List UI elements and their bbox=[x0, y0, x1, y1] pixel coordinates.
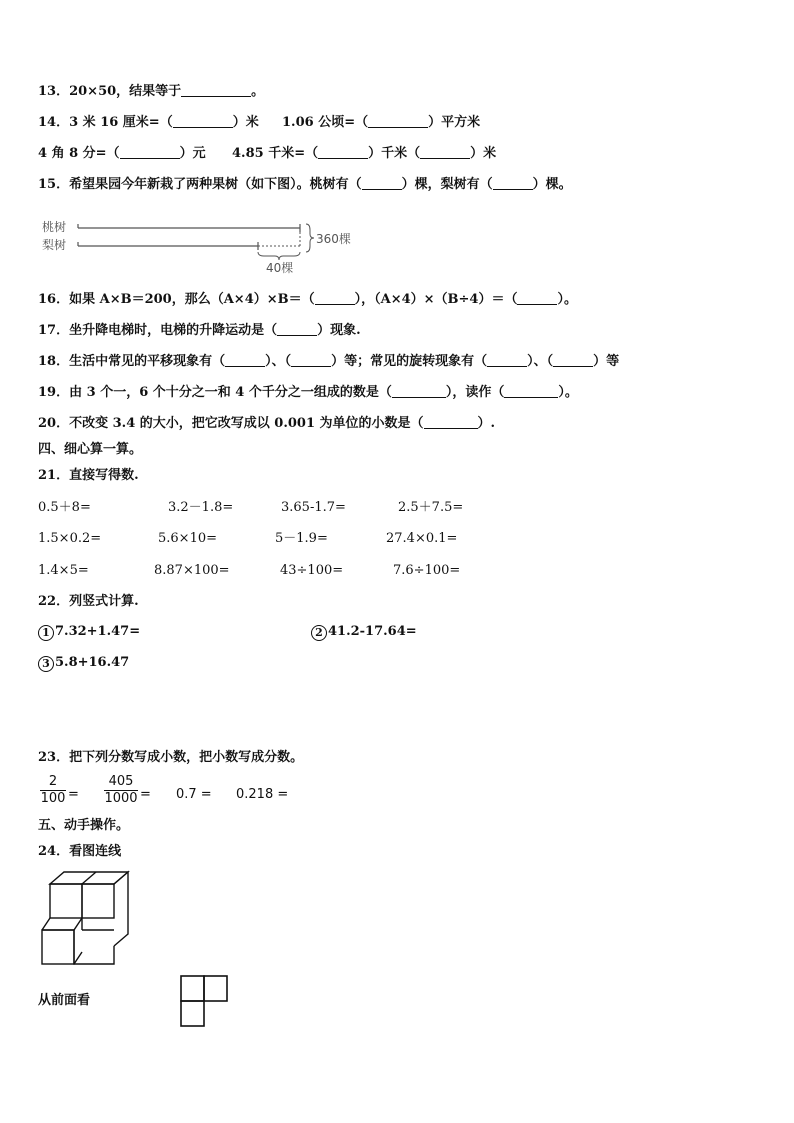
q18-text-b: ）、（ bbox=[265, 354, 292, 369]
q16-blank-1[interactable] bbox=[315, 304, 355, 305]
q21-cell[interactable]: 43÷100= bbox=[280, 563, 344, 578]
q13-end: 。 bbox=[251, 84, 265, 99]
q22-title: 22．列竖式计算. bbox=[38, 594, 139, 609]
q23-decimal-1[interactable]: 0.7 = bbox=[176, 787, 212, 802]
q15-text-b: ）棵，梨树有（ bbox=[401, 177, 493, 192]
front-view-label-row bbox=[38, 992, 90, 1010]
q13-blank[interactable] bbox=[181, 96, 251, 97]
q22-item-3[interactable] bbox=[38, 654, 129, 672]
q19-text-b: ），读作（ bbox=[445, 385, 505, 400]
question-19 bbox=[38, 384, 578, 402]
q20-text-b: ）. bbox=[477, 416, 496, 431]
front-view-label: 从前面看 bbox=[38, 993, 91, 1008]
q21-cell[interactable]: 0.5＋8= bbox=[38, 500, 91, 515]
q19-text-a: 19．由 3 个一，6 个十分之一和 4 个千分之一组成的数是（ bbox=[38, 385, 392, 400]
total-label: 360棵 bbox=[316, 232, 351, 246]
q14-blank-5[interactable] bbox=[420, 158, 470, 159]
peach-label: 桃树 bbox=[42, 220, 67, 234]
q21-cell[interactable]: 1.5×0.2= bbox=[38, 531, 102, 546]
q23-decimal-2[interactable]: 0.218 = bbox=[236, 787, 289, 802]
q15-text-c: ）棵。 bbox=[532, 177, 572, 192]
q23-eq-1[interactable]: = bbox=[68, 787, 79, 802]
q18-text-a: 18．生活中常见的平移现象有（ bbox=[38, 354, 226, 369]
q22-expr-3: 5.8+16.47 bbox=[55, 655, 130, 670]
q18-blank-1[interactable] bbox=[225, 366, 265, 367]
q20-blank[interactable] bbox=[424, 428, 478, 429]
q20-text-a: 20．不改变 3.4 的大小，把它改写成以 0.001 为单位的小数是（ bbox=[38, 416, 424, 431]
cube-stack-figure bbox=[38, 868, 134, 970]
fraction-405-1000 bbox=[104, 774, 138, 807]
section-4-title: 四、细心算一算。 bbox=[38, 442, 143, 457]
q22-expr-1: 7.32+1.47= bbox=[55, 624, 141, 639]
question-14-line2-right bbox=[232, 145, 496, 163]
q14-text-c: 1.06 公顷=（ bbox=[282, 115, 369, 130]
q22-item-2[interactable] bbox=[311, 623, 417, 641]
question-15 bbox=[38, 176, 572, 194]
q14-text-a: 14．3 米 16 厘米=（ bbox=[38, 115, 173, 130]
question-14-line1-right bbox=[282, 114, 480, 132]
q17-blank[interactable] bbox=[277, 335, 317, 336]
q21-title: 21．直接写得数. bbox=[38, 468, 139, 483]
section-4-heading bbox=[38, 441, 142, 459]
q14-text-e: 4 角 8 分=（ bbox=[38, 146, 120, 161]
q23-eq-2[interactable]: = bbox=[140, 787, 151, 802]
q14-blank-1[interactable] bbox=[173, 127, 233, 128]
question-23-title bbox=[38, 749, 303, 767]
difference-brace bbox=[258, 252, 300, 260]
circled-number-2: 2 bbox=[311, 625, 327, 641]
section-5-heading bbox=[38, 817, 129, 835]
pear-label: 梨树 bbox=[42, 238, 67, 252]
q23-title: 23．把下列分数写成小数，把小数写成分数。 bbox=[38, 750, 304, 765]
question-13 bbox=[38, 83, 264, 101]
q18-blank-3[interactable] bbox=[487, 366, 527, 367]
question-14-line2 bbox=[38, 145, 206, 163]
q17-text-b: ）现象. bbox=[317, 323, 361, 338]
q17-text-a: 17．坐升降电梯时，电梯的升降运动是（ bbox=[38, 323, 278, 338]
q22-expr-2: 41.2-17.64= bbox=[328, 624, 417, 639]
question-18 bbox=[38, 353, 619, 371]
q14-blank-3[interactable] bbox=[120, 158, 180, 159]
question-17 bbox=[38, 322, 361, 340]
q19-text-c: ）。 bbox=[558, 385, 578, 400]
q15-blank-1[interactable] bbox=[362, 189, 402, 190]
front-view-shape[interactable] bbox=[179, 974, 231, 1030]
q14-text-b: ）米 bbox=[232, 115, 259, 130]
q21-cell[interactable]: 5－1.9= bbox=[275, 531, 328, 546]
circled-number-3: 3 bbox=[38, 656, 54, 672]
q14-blank-4[interactable] bbox=[318, 158, 368, 159]
question-22-title bbox=[38, 593, 139, 611]
q14-text-g: 4.85 千米=（ bbox=[232, 146, 319, 161]
fraction-denominator: 100 bbox=[40, 791, 66, 806]
q18-blank-4[interactable] bbox=[553, 366, 593, 367]
q21-cell[interactable]: 3.2－1.8= bbox=[168, 500, 234, 515]
q14-text-h: ）千米（ bbox=[368, 146, 421, 161]
q21-cell[interactable]: 5.6×10= bbox=[158, 531, 218, 546]
q14-text-i: ）米 bbox=[470, 146, 497, 161]
q18-text-d: ）、（ bbox=[527, 354, 554, 369]
q21-cell[interactable]: 8.87×100= bbox=[154, 563, 230, 578]
total-brace bbox=[306, 224, 314, 252]
q15-text-a: 15．希望果园今年新栽了两种果树（如下图）。桃树有（ bbox=[38, 177, 362, 192]
q18-blank-2[interactable] bbox=[291, 366, 331, 367]
question-20 bbox=[38, 415, 495, 433]
q21-cell[interactable]: 27.4×0.1= bbox=[386, 531, 458, 546]
q18-text-c: ）等；常见的旋转现象有（ bbox=[331, 354, 488, 369]
question-24-title bbox=[38, 843, 121, 861]
question-21-title bbox=[38, 467, 139, 485]
question-16 bbox=[38, 291, 577, 309]
q14-text-f: ）元 bbox=[179, 146, 206, 161]
fruit-tree-diagram bbox=[40, 214, 370, 276]
q14-blank-2[interactable] bbox=[368, 127, 428, 128]
q21-cell[interactable]: 1.4×5= bbox=[38, 563, 89, 578]
circled-number-1: 1 bbox=[38, 625, 54, 641]
section-5-title: 五、动手操作。 bbox=[38, 818, 130, 833]
q13-text: 13．20×50，结果等于 bbox=[38, 84, 182, 99]
q22-item-1[interactable] bbox=[38, 623, 140, 641]
q21-cell[interactable]: 7.6÷100= bbox=[393, 563, 461, 578]
q21-cell[interactable]: 2.5＋7.5= bbox=[398, 500, 464, 515]
fraction-numerator: 2 bbox=[48, 774, 58, 789]
q16-text-c: ）。 bbox=[557, 292, 577, 307]
q16-text-b: ），（A×4）×（B÷4）＝（ bbox=[354, 292, 518, 307]
q16-blank-2[interactable] bbox=[517, 304, 557, 305]
fraction-denominator: 1000 bbox=[104, 791, 138, 806]
q14-text-d: ）平方米 bbox=[428, 115, 481, 130]
q16-text-a: 16．如果 A×B＝200，那么（A×4）×B＝（ bbox=[38, 292, 315, 307]
q18-text-e: ）等 bbox=[593, 354, 620, 369]
q21-cell[interactable]: 3.65-1.7= bbox=[281, 500, 346, 515]
difference-label: 40棵 bbox=[266, 261, 294, 275]
q24-title: 24．看图连线 bbox=[38, 844, 122, 859]
q19-blank-2[interactable] bbox=[504, 397, 558, 398]
question-14-line1 bbox=[38, 114, 259, 132]
q15-blank-2[interactable] bbox=[493, 189, 533, 190]
fraction-2-100 bbox=[40, 774, 66, 807]
q19-blank-1[interactable] bbox=[392, 397, 446, 398]
fraction-numerator: 405 bbox=[108, 774, 134, 789]
